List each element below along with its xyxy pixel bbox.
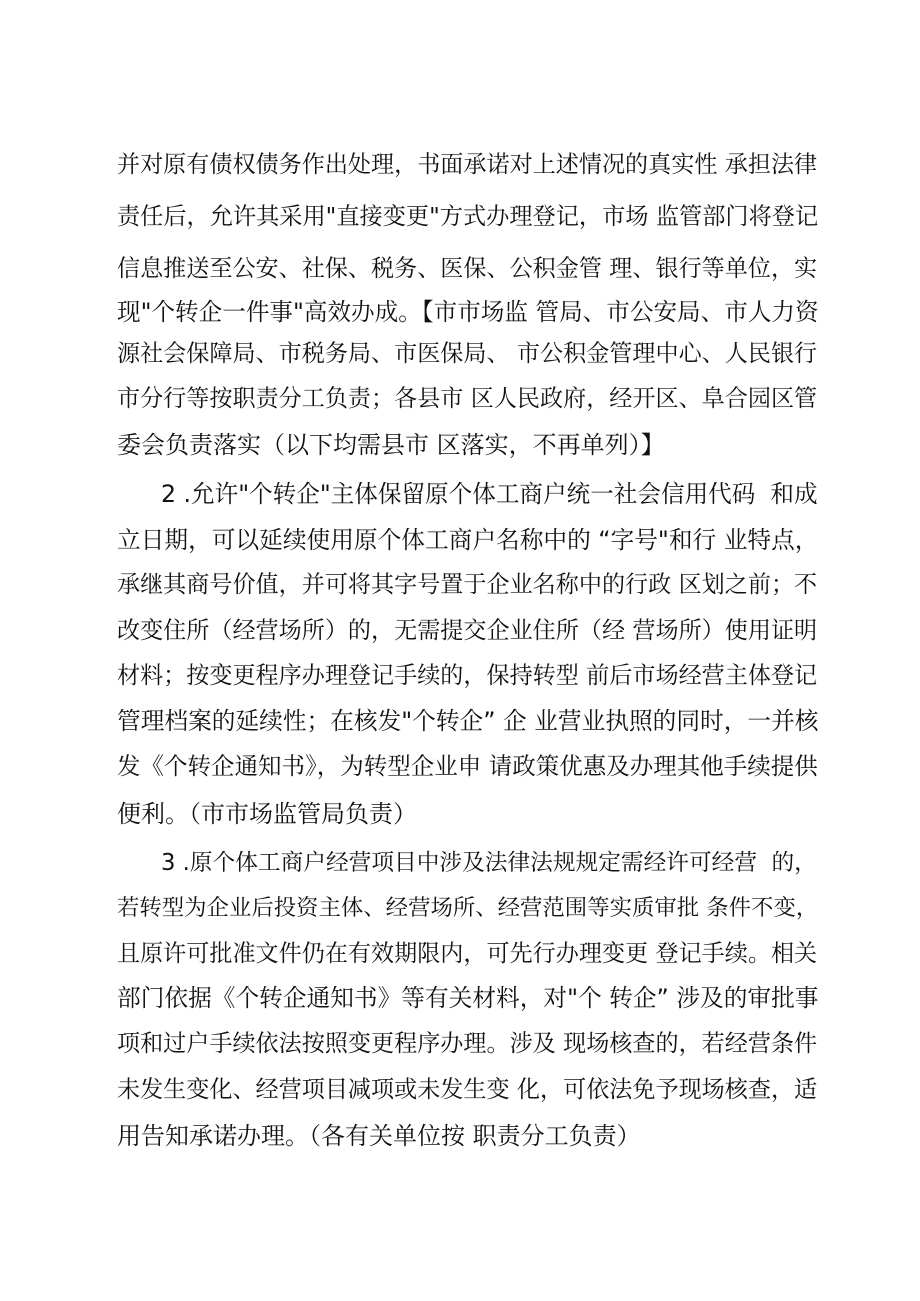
text-line-6 [0,379,920,419]
text-line-20-content: 项和过户手续依法按照变更程序办理。涉及 现场核查的，若经营条件 [117,1031,818,1057]
text-line-2-content: 责任后，允许其采用"直接变更"方式办理登记，市场 监管部门将登记 [117,203,819,230]
text-line-16-content: 3 .原个体工商户经营项目中涉及法律法规规定需经许可经营 的， [161,850,817,876]
text-line-9 [0,520,920,560]
text-line-7 [0,425,920,465]
text-line-3 [0,249,920,289]
text-line-16 [0,843,920,883]
text-line-15-content: 便利。（市市场监管局负责） [117,800,417,828]
text-line-22-content: 用告知承诺办理。（各有关单位按 职责分工负责） [117,1122,641,1150]
text-line-21-content: 未发生变化、经营项目减项或未发生变 化，可依法免予现场核查，适 [117,1077,818,1103]
text-line-9-content: 立日期，可以延续使用原个体工商户名称中的 “字号"和行 业特点， [117,526,819,554]
text-line-19-content: 部门依据《个转企通知书》等有关材料，对"个 转企” 涉及的审批事 [117,984,819,1012]
text-line-12-content: 材料；按变更程序办理登记手续的，保持转型 前后市场经营主体登记 [117,663,818,689]
text-line-10 [0,565,920,605]
text-line-15 [0,794,920,834]
text-line-4-content: 现"个转企一件事"高效办成。【市市场监 管局、市公安局、市人力资 [117,298,819,326]
text-line-1-content: 并对原有债权债务作出处理，书面承诺对上述情况的真实性 承担法律 [117,152,818,178]
text-line-13-content: 管理档案的延续性；在核发"个转企” 企 业营业执照的同时，一并核 [117,707,819,735]
text-line-6-content: 市分行等按职责分工负责；各县市 区人民政府，经开区、阜合园区管 [117,386,818,412]
text-line-17 [0,888,920,928]
text-line-5-content: 源社会保障局、市税务局、市医保局、 市公积金管理中心、人民银行 [117,341,818,367]
text-line-5 [0,334,920,374]
text-line-14 [0,746,920,786]
text-line-12 [0,656,920,696]
text-line-4 [0,292,920,332]
text-line-18-content: 且原许可批准文件仍在有效期限内，可先行办理变更 登记手续。相关 [117,941,818,967]
text-line-2 [0,197,920,237]
text-line-11-content: 改变住所（经营场所）的，无需提交企业住所（经 营场所）使用证明 [117,618,818,644]
text-line-14-content: 发《个转企通知书》，为转型企业申 请政策优惠及办理其他手续提供 [117,752,818,780]
text-line-18 [0,934,920,974]
text-line-22 [0,1116,920,1156]
text-line-17-content: 若转型为企业后投资主体、经营场所、经营范围等实质审批 条件不变， [117,895,819,921]
text-line-11 [0,611,920,651]
text-line-19 [0,978,920,1018]
text-line-8-content: 2 .允许"个转企"主体保留原个体工商户统一社会信用代码 和成 [161,480,818,508]
text-line-1 [0,145,920,185]
text-line-13 [0,701,920,741]
text-line-8 [0,474,920,514]
text-line-10-content: 承继其商号价值，并可将其字号置于企业名称中的行政 区划之前；不 [117,572,818,598]
text-line-3-content: 信息推送至公安、社保、税务、医保、公积金管 理、银行等单位，实 [117,256,818,282]
text-line-7-content: 委会负责落实（以下均需县市 区落实，不再单列）】 [117,431,665,459]
text-line-20 [0,1024,920,1064]
text-line-21 [0,1070,920,1110]
